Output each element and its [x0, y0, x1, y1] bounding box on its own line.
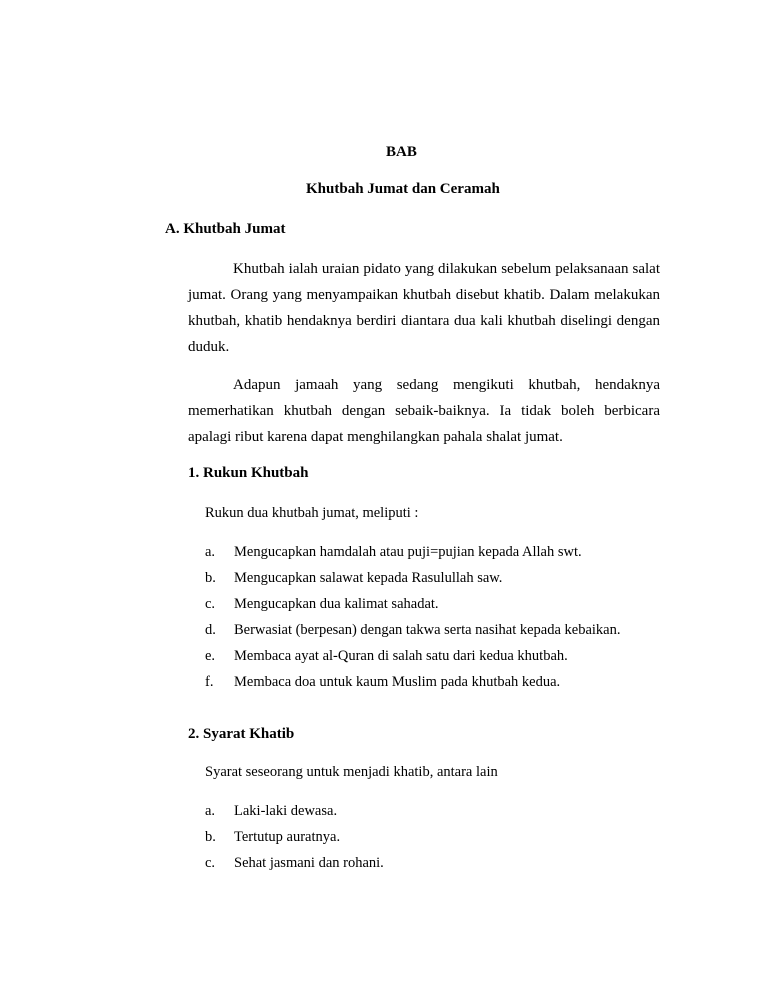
list-item: [205, 542, 621, 568]
list-item: [205, 801, 384, 827]
list-marker: c.: [205, 855, 216, 871]
paragraph-1-text: Khutbah ialah uraian pidato yang dilakukan sebelum pelaksanaan salat jumat. Orang yang menyampaikan khutbah disebut khatib. Dalam melakukan khutbah, khatib hendaknya berdiri diantara dua kali khutbah diselingi dengan duduk.: [188, 261, 660, 355]
list-item-text: Mengucapkan dua kalimat sahadat.: [234, 596, 439, 612]
list-item-text: Membaca ayat al-Quran di salah satu dari kedua khutbah.: [234, 648, 568, 664]
list-item: [205, 672, 621, 698]
chapter-title: Khutbah Jumat dan Ceramah: [306, 181, 500, 197]
list-marker: d.: [205, 622, 216, 638]
rukun-khutbah-list: [205, 542, 621, 698]
list-marker: a.: [205, 803, 216, 819]
list-item-text: Membaca doa untuk kaum Muslim pada khutbah kedua.: [234, 674, 561, 690]
list-marker: f.: [205, 674, 214, 690]
syarat-khatib-list: [205, 801, 384, 879]
section-a-paragraph-1: [188, 256, 660, 360]
list-item-text: Tertutup auratnya.: [234, 829, 341, 845]
list-marker: a.: [205, 544, 216, 560]
subsection-1-intro: Rukun dua khutbah jumat, meliputi :: [205, 505, 419, 521]
paragraph-2-text: Adapun jamaah yang sedang mengikuti khutbah, hendaknya memerhatikan khutbah dengan sebaik-baiknya. Ia tidak boleh berbicara apalagi ribut karena dapat menghilangkan pahala shalat jumat.: [188, 377, 660, 445]
list-item: [205, 568, 621, 594]
list-item: [205, 827, 384, 853]
chapter-label: BAB: [386, 144, 417, 160]
list-item-text: Sehat jasmani dan rohani.: [234, 855, 384, 871]
list-item: [205, 853, 384, 879]
list-item-text: Mengucapkan hamdalah atau puji=pujian kepada Allah swt.: [234, 544, 582, 560]
subsection-2-heading: 2. Syarat Khatib: [188, 726, 295, 742]
list-item-text: Laki-laki dewasa.: [234, 803, 338, 819]
list-marker: b.: [205, 570, 216, 586]
section-a-heading: A. Khutbah Jumat: [165, 221, 286, 237]
list-item-text: Mengucapkan salawat kepada Rasulullah saw.: [234, 570, 503, 586]
subsection-2-intro: Syarat seseorang untuk menjadi khatib, antara lain: [205, 764, 498, 780]
section-a-paragraph-2: [188, 372, 660, 450]
list-item: [205, 594, 621, 620]
list-marker: c.: [205, 596, 216, 612]
list-item: [205, 646, 621, 672]
list-item: [205, 620, 621, 646]
subsection-1-heading: 1. Rukun Khutbah: [188, 465, 309, 481]
list-marker: b.: [205, 829, 216, 845]
list-marker: e.: [205, 648, 216, 664]
list-item-text: Berwasiat (berpesan) dengan takwa serta nasihat kepada kebaikan.: [234, 622, 621, 638]
